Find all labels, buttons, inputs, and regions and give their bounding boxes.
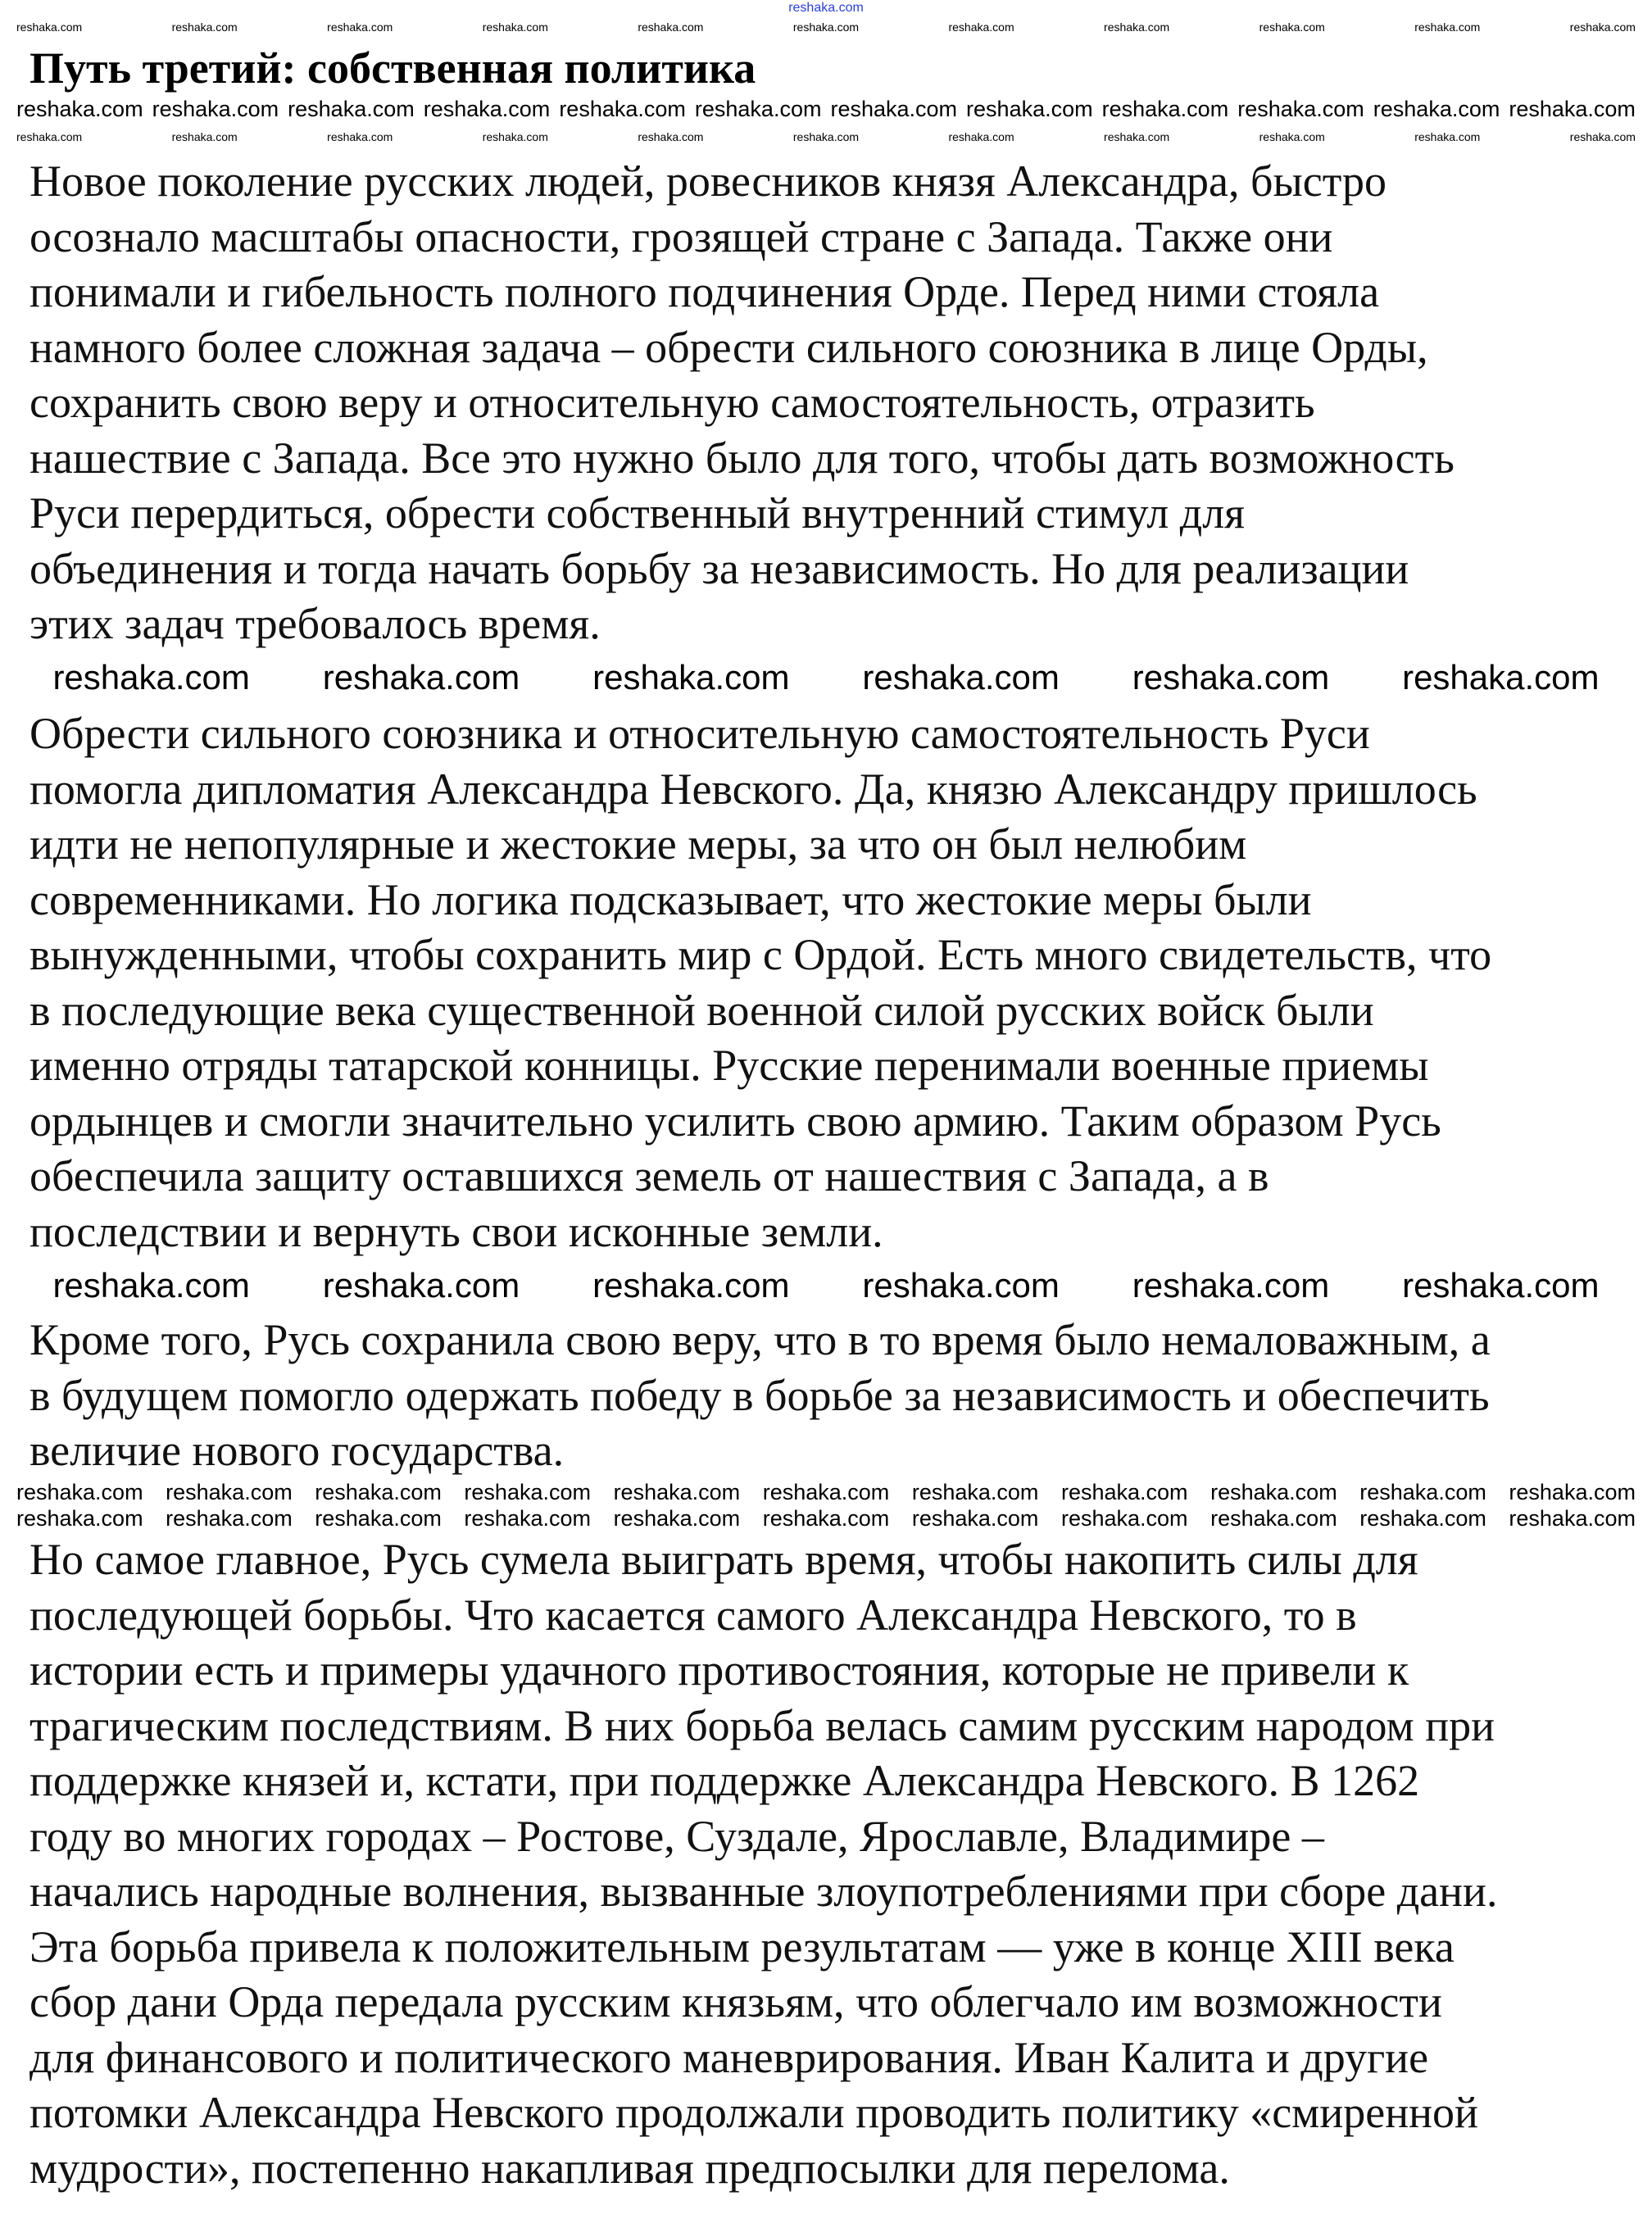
watermark: reshaka.com — [1569, 130, 1636, 143]
watermark: reshaka.com — [464, 1506, 591, 1531]
watermark: reshaka.com — [948, 20, 1014, 34]
watermark: reshaka.com — [1259, 20, 1325, 34]
watermark: reshaka.com — [171, 20, 238, 34]
text-line: нашествие с Запада. Все это нужно было для того, чтобы дать возможность — [30, 433, 1455, 483]
text-line: поддержке князей и, кстати, при поддержке Александра Невского. В 1262 — [30, 1756, 1420, 1805]
watermark: reshaka.com — [16, 130, 83, 143]
watermark: reshaka.com — [862, 1266, 1060, 1305]
text-line: Но самое главное, Русь сумела выиграть время, чтобы накопить силы для — [30, 1535, 1418, 1584]
text-line: для финансового и политического маневрирования. Иван Калита и другие — [30, 2032, 1429, 2082]
text-line: сбор дани Орда передала русским князьям, что облегчало им возможности — [30, 1977, 1442, 2026]
watermark: reshaka.com — [1402, 1266, 1600, 1305]
text-line: мудрости», постепенно накапливая предпосылки для перелома. — [30, 2143, 1230, 2193]
text-line: именно отряды татарской конницы. Русские перенимали военные приемы — [30, 1041, 1429, 1090]
watermark: reshaka.com — [1132, 658, 1330, 697]
watermark: reshaka.com — [464, 1480, 591, 1504]
paragraph-2 — [30, 706, 1491, 1259]
watermark: reshaka.com — [1104, 130, 1170, 143]
text-line: году во многих городах – Ростове, Суздале, Ярославле, Владимире – — [30, 1811, 1324, 1861]
text-line: сохранить свою веру и относительную самостоятельность, отразить — [30, 378, 1315, 427]
watermark: reshaka.com — [1359, 1506, 1486, 1531]
watermark: reshaka.com — [1569, 20, 1636, 34]
watermark: reshaka.com — [288, 97, 415, 121]
watermark: reshaka.com — [638, 20, 704, 34]
watermark: reshaka.com — [911, 1480, 1039, 1504]
watermark: reshaka.com — [16, 20, 83, 34]
watermark: reshaka.com — [482, 130, 548, 143]
text-line: современниками. Но логика подсказывает, что жестокие меры были — [30, 874, 1312, 924]
watermark: reshaka.com — [1509, 1480, 1636, 1504]
watermark-row — [16, 660, 1636, 695]
text-line: последствии и вернуть свои исконные земли. — [30, 1206, 883, 1256]
text-line: истории есть и примеры удачного противостояния, которые не привели к — [30, 1645, 1409, 1695]
text-line: Эта борьба привела к положительным результатам — уже в конце XIII века — [30, 1922, 1455, 1972]
watermark: reshaka.com — [322, 1266, 520, 1305]
watermark: reshaka.com — [762, 1506, 890, 1531]
watermark: reshaka.com — [792, 20, 860, 34]
text-line: этих задач требовалось время. — [30, 599, 601, 648]
watermark-row — [16, 2, 1636, 15]
watermark: reshaka.com — [592, 1266, 790, 1305]
watermark: reshaka.com — [638, 130, 704, 143]
watermark: reshaka.com — [16, 1506, 143, 1531]
watermark: reshaka.com — [1060, 1506, 1188, 1531]
watermark-row — [16, 131, 1636, 143]
watermark: reshaka.com — [16, 97, 143, 121]
text-line: трагическим последствиям. В них борьба велась самим русским народом при — [30, 1700, 1495, 1750]
text-line: идти не непопулярные и жестокие меры, за что он был нелюбим — [30, 819, 1247, 869]
text-line: потомки Александра Невского продолжали проводить политику «смиренной — [30, 2088, 1478, 2137]
watermark: reshaka.com — [1237, 97, 1364, 121]
watermark-row — [16, 21, 1636, 33]
text-line: начались народные волнения, вызванные злоупотреблениями при сборе дани. — [30, 1867, 1498, 1916]
watermark: reshaka.com — [1210, 1506, 1337, 1531]
text-line: вынужденными, чтобы сохранить мир с Ордой. Есть много свидетельств, что — [30, 930, 1492, 979]
watermark: reshaka.com — [1210, 1480, 1337, 1504]
watermark: reshaka.com — [788, 1, 864, 15]
watermark-row — [16, 1268, 1636, 1303]
paragraph-1 — [30, 154, 1455, 652]
watermark-row — [16, 1482, 1636, 1504]
text-line: Руси перердиться, обрести собственный внутренний стимул для — [30, 488, 1245, 538]
text-line: понимали и гибельность полного подчинения Орде. Перед ними стояла — [30, 267, 1380, 316]
watermark: reshaka.com — [152, 97, 279, 121]
watermark-row — [16, 1508, 1636, 1530]
text-line: Кроме того, Русь сохранила свою веру, что в то время было немаловажным, а — [30, 1315, 1491, 1364]
text-line: ордынцев и смогли значительно усилить свою армию. Таким образом Русь — [30, 1096, 1441, 1146]
watermark: reshaka.com — [16, 1480, 143, 1504]
text-line: объединения и тогда начать борьбу за независимость. Но для реализации — [30, 543, 1409, 593]
watermark: reshaka.com — [1414, 20, 1481, 34]
text-line: обеспечила защиту оставшихся земель от нашествия с Запада, а в — [30, 1151, 1269, 1200]
watermark: reshaka.com — [322, 658, 520, 697]
watermark: reshaka.com — [1259, 130, 1325, 143]
text-line: в будущем помогло одержать победу в борьбе за независимость и обеспечить — [30, 1370, 1490, 1420]
watermark: reshaka.com — [1373, 97, 1500, 121]
watermark: reshaka.com — [948, 130, 1014, 143]
watermark: reshaka.com — [1414, 130, 1481, 143]
watermark: reshaka.com — [315, 1480, 442, 1504]
text-line: в последующие века существенной военной силой русских войск были — [30, 985, 1374, 1035]
watermark: reshaka.com — [592, 658, 790, 697]
watermark: reshaka.com — [1509, 97, 1636, 121]
text-line: помогла дипломатия Александра Невского. Да, князю Александру пришлось — [30, 764, 1477, 814]
watermark: reshaka.com — [1060, 1480, 1188, 1504]
text-line: Новое поколение русских людей, ровесников князя Александра, быстро — [30, 157, 1386, 206]
watermark: reshaka.com — [1132, 1266, 1330, 1305]
watermark: reshaka.com — [694, 97, 822, 121]
text-line: осознало масштабы опасности, грозящей стране с Запада. Также они — [30, 211, 1333, 261]
paragraph-3 — [30, 1313, 1491, 1479]
watermark-row — [16, 98, 1636, 120]
watermark: reshaka.com — [166, 1480, 293, 1504]
watermark: reshaka.com — [52, 1266, 250, 1305]
watermark: reshaka.com — [315, 1506, 442, 1531]
watermark: reshaka.com — [792, 130, 860, 143]
watermark: reshaka.com — [911, 1506, 1039, 1531]
watermark: reshaka.com — [423, 97, 551, 121]
text-line: последующей борьбы. Что касается самого Александра Невского, то в — [30, 1590, 1357, 1640]
watermark: reshaka.com — [862, 658, 1060, 697]
paragraph-4 — [30, 1532, 1497, 2196]
watermark: reshaka.com — [830, 97, 958, 121]
watermark: reshaka.com — [1101, 97, 1229, 121]
watermark: reshaka.com — [613, 1506, 741, 1531]
page-title: Путь третий: собственная политика — [30, 43, 756, 93]
watermark: reshaka.com — [1509, 1506, 1636, 1531]
text-line: Обрести сильного союзника и относительную самостоятельность Руси — [30, 709, 1370, 758]
watermark: reshaka.com — [171, 130, 238, 143]
watermark: reshaka.com — [482, 20, 548, 34]
watermark: reshaka.com — [327, 20, 393, 34]
watermark: reshaka.com — [559, 97, 686, 121]
watermark: reshaka.com — [1402, 658, 1600, 697]
watermark: reshaka.com — [52, 658, 250, 697]
watermark: reshaka.com — [966, 97, 1093, 121]
watermark: reshaka.com — [613, 1480, 741, 1504]
watermark: reshaka.com — [1359, 1480, 1486, 1504]
watermark: reshaka.com — [166, 1506, 293, 1531]
watermark: reshaka.com — [327, 130, 393, 143]
text-line: намного более сложная задача – обрести сильного союзника в лице Орды, — [30, 322, 1428, 372]
text-line: величие нового государства. — [30, 1426, 565, 1475]
watermark: reshaka.com — [762, 1480, 890, 1504]
watermark: reshaka.com — [1104, 20, 1170, 34]
